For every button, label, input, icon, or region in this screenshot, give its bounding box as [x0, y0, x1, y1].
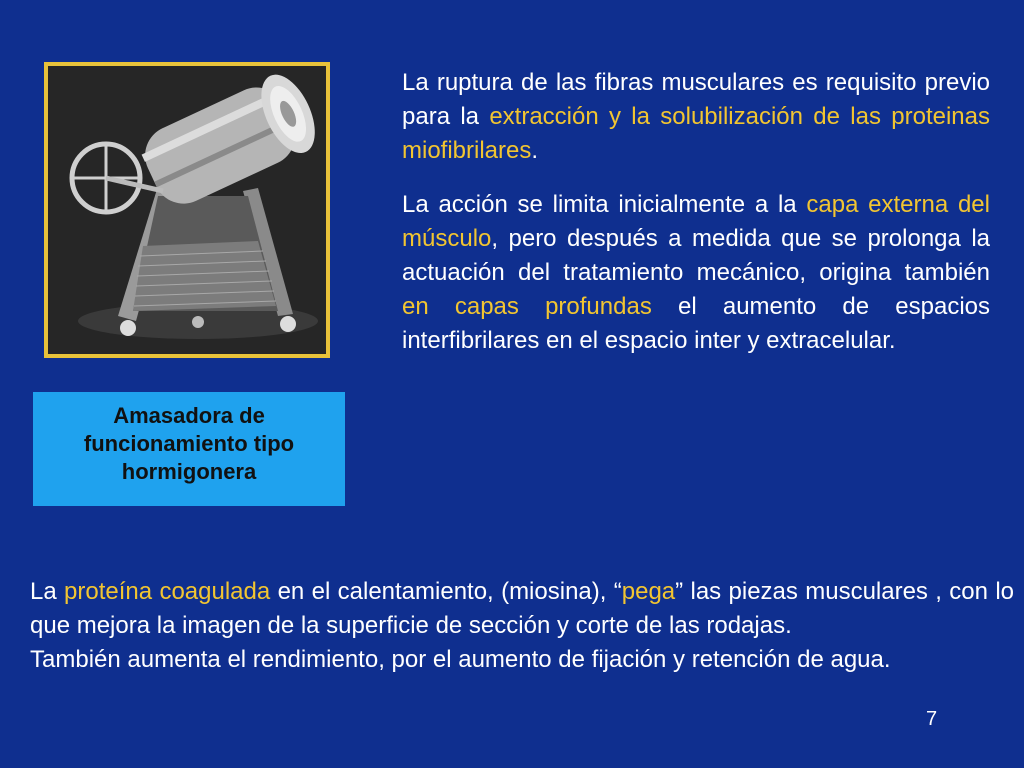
paragraph-yield: También aumenta el rendimiento, por el aumento de fijación y retención de agua. — [30, 646, 891, 673]
text-run: La acción se limita inicialmente a la — [402, 191, 807, 218]
right-text-block — [402, 66, 990, 358]
text-run: La ruptura de las fibras musculares es requisito previo para la — [402, 69, 990, 130]
highlight-text: capa externa del músculo — [402, 191, 990, 252]
text-run: ” las piezas musculares , con lo que mejora la imagen de la superficie de sección y corte de las rodajas. — [30, 578, 1015, 639]
highlight-text: pega — [621, 578, 676, 605]
text-run: , pero después a medida que se prolonga la actuación del tratamiento mecánico, origina también — [402, 225, 990, 286]
text-run: el aumento de espacios interfibrilares en el espacio inter y extracelular. — [402, 293, 990, 354]
text-run: La — [30, 578, 65, 605]
machine-photo — [44, 62, 330, 358]
page-number: 7 — [926, 708, 938, 730]
photo-caption: Amasadora de funcionamiento tipo hormigonera — [33, 392, 345, 506]
text-run: . — [531, 137, 539, 164]
highlight-text: proteína coagulada — [64, 578, 271, 605]
paragraph-coagulated-protein — [30, 575, 1014, 643]
bottom-text-block — [30, 575, 1014, 677]
paragraph-mechanical-action — [402, 188, 990, 358]
paragraph-fiber-rupture — [402, 66, 990, 168]
text-run: en el calentamiento, (miosina), “ — [270, 578, 622, 605]
highlight-text: extracción y la solubilización de las proteinas miofibrilares — [402, 103, 990, 164]
mixer-machine-illustration — [48, 66, 326, 354]
highlight-text: en capas profundas — [402, 293, 652, 320]
